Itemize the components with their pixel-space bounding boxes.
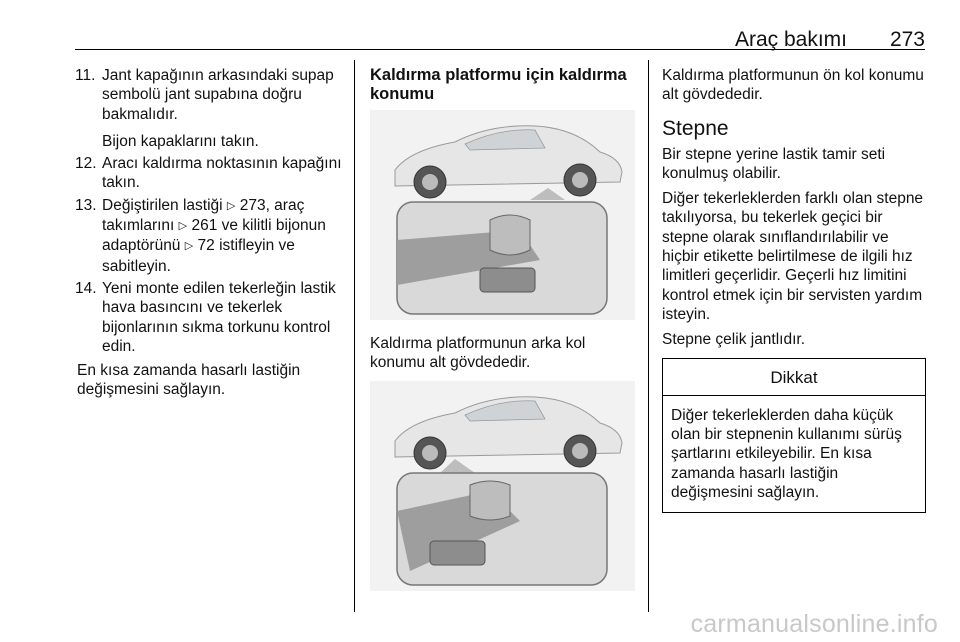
- reference-arrow-icon: ▷: [178, 220, 188, 233]
- front-lift-caption: Kaldırma platformunun ön kol konumu alt gövdededir.: [662, 67, 924, 104]
- spare-para-1: Bir stepne yerine lastik tamir seti konulmuş olabilir.: [662, 145, 886, 182]
- step-number: 13.: [75, 196, 97, 214]
- spare-wheel-heading: Stepne: [662, 116, 729, 140]
- step-number: 11.: [75, 67, 96, 84]
- watermark: carmanualsonline.info: [690, 610, 938, 638]
- spare-para-3: Stepne çelik jantlıdır.: [662, 331, 806, 349]
- step-subtext: Bijon kapaklarını takın.: [102, 132, 259, 150]
- reference-arrow-icon: ▷: [184, 240, 194, 253]
- spare-para-2: Diğer tekerleklerden farklı olan stepne takılıyorsa, bu tekerlek geçici bir stepne olarak sınıflandırılabilir ve hiçbir etikette belirtilmese de ilgili hız limitleri geçerlidir. Geçerli hız limitini kontrol etmek için bir servisten yardım isteyin.: [662, 190, 924, 323]
- step-number: 14.: [75, 279, 97, 297]
- damaged-tyre-note: En kısa zamanda hasarlı lastiğin değişmesini sağlayın.: [77, 362, 301, 399]
- steps-list: [75, 66, 345, 356]
- step-number: 12.: [75, 155, 97, 173]
- step-12: [75, 154, 345, 193]
- step-text: Aracı kaldırma noktasının kapağını takın.: [102, 155, 342, 192]
- caution-box: [662, 358, 926, 514]
- column-2: [370, 66, 635, 591]
- step-11: [75, 66, 345, 151]
- page-link-261[interactable]: 261 ve kilitli bijonun adaptörünü: [102, 217, 326, 255]
- step-14: [75, 279, 345, 356]
- section-title: Araç bakımı: [734, 28, 847, 51]
- rear-lift-caption: Kaldırma platformunun arka kol konumu alt gövdededir.: [370, 335, 586, 372]
- caution-title: Dikkat: [663, 359, 925, 396]
- caution-body: Diğer tekerleklerden daha küçük olan bir stepnenin kullanımı sürüş şartlarını etkileyebilir. En kısa zamanda hasarlı lastiğin değişmesini sağlayın.: [671, 406, 902, 502]
- step-text: Değiştirilen lastiği ▷ 273, araç takımlarını ▷ 261 ve kilitli bijonun adaptörünü ▷ 72 istifleyin ve sabitleyin.: [102, 196, 326, 275]
- page-link-273[interactable]: 273, araç takımlarını: [102, 196, 305, 235]
- front-lift-point-illustration: [370, 381, 635, 591]
- step-text: Jant kapağının arkasındaki supap sembolü jant supabına doğru bakmalıdır.: [102, 67, 334, 123]
- page-number: 273: [889, 28, 925, 51]
- column-divider-1: [354, 60, 355, 612]
- column-3: [662, 66, 926, 513]
- step-13: [75, 196, 345, 276]
- lift-platform-heading: Kaldırma platformu için kaldırma konumu: [370, 66, 627, 103]
- column-1: [75, 66, 345, 400]
- page-link-72[interactable]: 72 istifleyin ve sabitleyin.: [102, 237, 295, 275]
- page-header: [75, 20, 925, 50]
- rear-lift-point-illustration: [370, 110, 635, 320]
- header-rule: [75, 49, 925, 50]
- reference-arrow-icon: ▷: [226, 199, 236, 212]
- column-divider-2: [648, 60, 649, 612]
- step-text: Yeni monte edilen tekerleğin lastik hava basıncını ve tekerlek bijonlarının sıkma torkunu kontrol edin.: [102, 279, 336, 355]
